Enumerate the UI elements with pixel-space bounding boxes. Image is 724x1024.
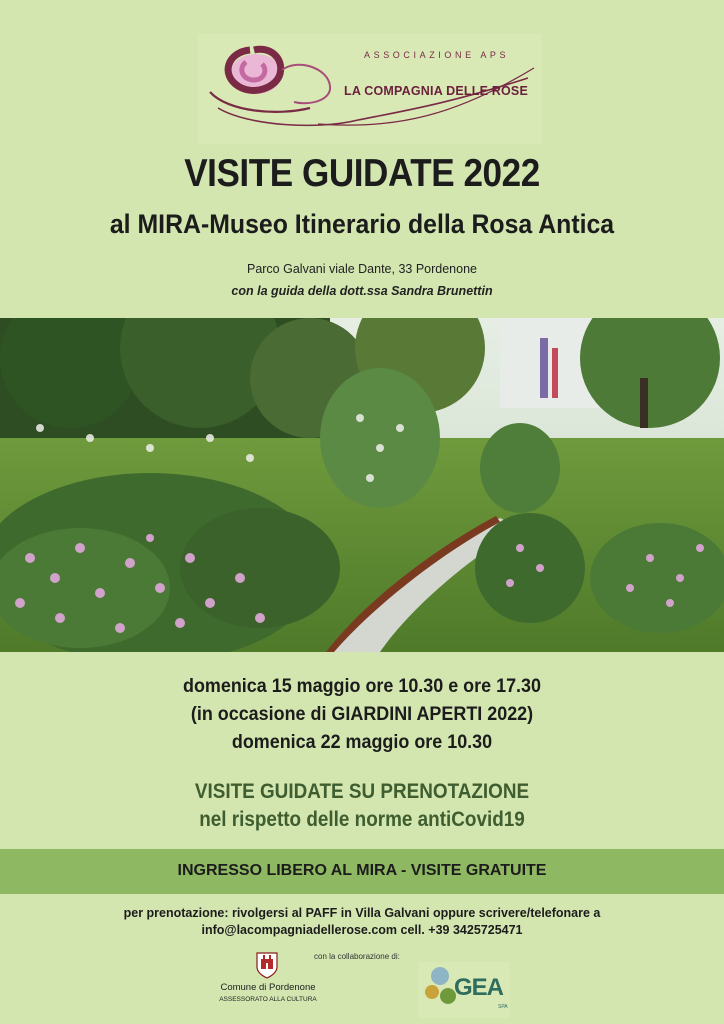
contact-info — [0, 905, 724, 939]
comune-department: ASSESSORATO ALLA CULTURA — [219, 996, 317, 1003]
schedule-line-2: (in occasione di GIARDINI APERTI 2022) — [190, 703, 534, 725]
schedule — [0, 672, 724, 756]
banner-text: INGRESSO LIBERO AL MIRA - VISITE GRATUITE — [177, 862, 547, 879]
contact-line-2: info@lacompagniadellerose.com cell. +39 3425725471 — [201, 923, 523, 937]
contact-line-1: per prenotazione: rivolgersi al PAFF in Villa Galvani oppure scrivere/telefonare a — [123, 906, 601, 920]
page-title: VISITE GUIDATE 2022 — [184, 152, 540, 195]
booking-line-1: VISITE GUIDATE SU PRENOTAZIONE — [194, 780, 530, 803]
gea-suffix: SPA — [498, 1004, 508, 1010]
association-label: ASSOCIAZIONE APS — [364, 50, 510, 60]
free-entry-banner — [0, 849, 724, 894]
collaboration-label: con la collaborazione di: — [314, 952, 400, 961]
schedule-line-1: domenica 15 maggio ore 10.30 e ore 17.30 — [183, 675, 541, 697]
guide-text: con la guida della dott.ssa Sandra Brunettin — [231, 284, 493, 298]
schedule-line-3: domenica 22 maggio ore 10.30 — [231, 731, 493, 753]
gea-name: GEA — [454, 974, 504, 1001]
booking-notice — [0, 778, 724, 834]
brand-name: LA COMPAGNIA DELLE ROSE — [344, 84, 529, 98]
gea-logo — [418, 962, 510, 1018]
rose-garden-photo — [0, 318, 724, 652]
address-text: Parco Galvani viale Dante, 33 Pordenone — [246, 262, 477, 276]
city-crest-icon — [256, 951, 278, 979]
page-subtitle: al MIRA-Museo Itinerario della Rosa Antica — [109, 209, 615, 239]
association-logo — [198, 34, 542, 144]
booking-line-2: nel rispetto delle norme antiCovid19 — [199, 808, 525, 831]
comune-name: Comune di Pordenone — [220, 982, 316, 993]
